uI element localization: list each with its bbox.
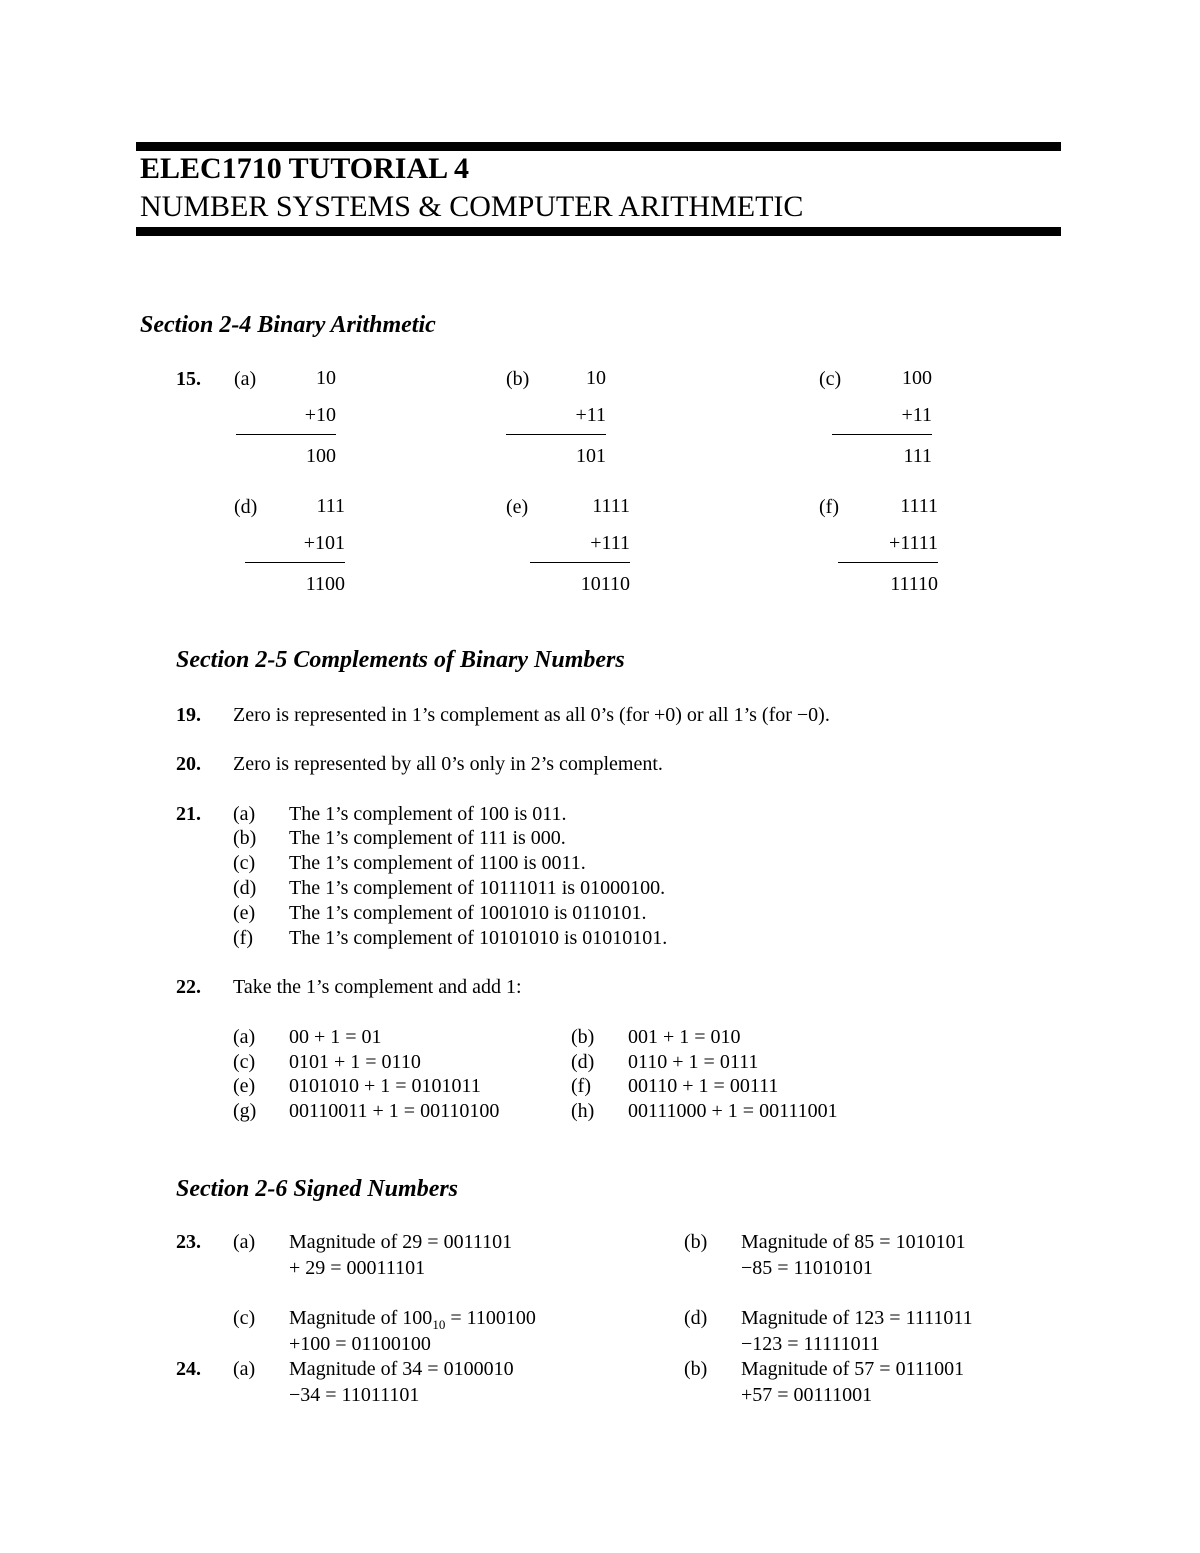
item-text: The 1’s complement of 1001010 is 0110101. bbox=[289, 902, 647, 924]
item-text: The 1’s complement of 100 is 011. bbox=[289, 803, 567, 825]
sum-top: 1111 bbox=[900, 495, 938, 517]
item-label: (g) bbox=[233, 1100, 257, 1122]
item-text: Magnitude of 123 = 1111011 bbox=[741, 1307, 973, 1329]
sum-result: 11110 bbox=[890, 573, 938, 595]
problem-number: 21. bbox=[176, 803, 201, 825]
item-text: 0101 + 1 = 0110 bbox=[289, 1051, 421, 1073]
item-label: (e) bbox=[233, 902, 256, 924]
sum-result: 10110 bbox=[580, 573, 630, 595]
problem-number: 20. bbox=[176, 753, 201, 775]
item-label: (a) bbox=[233, 1231, 256, 1253]
item-label: (b) bbox=[684, 1231, 708, 1253]
sum-top: 10 bbox=[586, 367, 606, 389]
item-text: 00 + 1 = 01 bbox=[289, 1026, 382, 1048]
sum-result: 100 bbox=[306, 445, 336, 467]
sum-addend: +11 bbox=[506, 397, 606, 435]
item-text bbox=[289, 1307, 536, 1333]
sum-label: (b) bbox=[506, 368, 530, 390]
text-part: = 1100100 bbox=[445, 1307, 536, 1329]
document-title: ELEC1710 TUTORIAL 4 bbox=[140, 152, 469, 185]
item-text: 0101010 + 1 = 0101011 bbox=[289, 1075, 481, 1097]
binary-sum-e bbox=[530, 488, 630, 603]
item-text: Magnitude of 34 = 0100010 bbox=[289, 1358, 514, 1380]
item-label: (b) bbox=[571, 1026, 595, 1048]
binary-sum-c bbox=[832, 360, 932, 475]
section-2-4-heading: Section 2-4 Binary Arithmetic bbox=[140, 312, 436, 338]
sum-addend: +11 bbox=[832, 397, 932, 435]
item-text: −34 = 11011101 bbox=[289, 1384, 420, 1406]
sum-top: 111 bbox=[316, 495, 345, 517]
item-label: (c) bbox=[233, 1051, 256, 1073]
item-label: (h) bbox=[571, 1100, 595, 1122]
item-text: The 1’s complement of 10101010 is 01010101. bbox=[289, 927, 668, 949]
item-label: (a) bbox=[233, 803, 256, 825]
sum-addend: +101 bbox=[245, 525, 345, 563]
sum-label: (f) bbox=[819, 496, 839, 518]
item-text: Magnitude of 57 = 0111001 bbox=[741, 1358, 965, 1380]
item-label: (c) bbox=[233, 852, 256, 874]
item-text: 0110 + 1 = 0111 bbox=[628, 1051, 759, 1073]
item-text: 00111000 + 1 = 00111001 bbox=[628, 1100, 838, 1122]
sum-label: (e) bbox=[506, 496, 529, 518]
item-text: 00110011 + 1 = 00110100 bbox=[289, 1100, 500, 1122]
sum-addend: +1111 bbox=[838, 525, 938, 563]
sum-top: 1111 bbox=[592, 495, 630, 517]
item-text: + 29 = 00011101 bbox=[289, 1257, 426, 1279]
item-text: +57 = 00111001 bbox=[741, 1384, 873, 1406]
item-label: (b) bbox=[684, 1358, 708, 1380]
binary-sum-d bbox=[245, 488, 345, 603]
sum-top: 10 bbox=[316, 367, 336, 389]
item-text: −123 = 11111011 bbox=[741, 1333, 880, 1355]
answer-text: Take the 1’s complement and add 1: bbox=[233, 976, 522, 998]
radix-subscript: 10 bbox=[432, 1317, 446, 1332]
text-part: Magnitude of 100 bbox=[289, 1307, 433, 1329]
sum-result: 111 bbox=[903, 445, 932, 467]
item-label: (d) bbox=[571, 1051, 595, 1073]
sum-result: 101 bbox=[576, 445, 606, 467]
problem-number: 24. bbox=[176, 1358, 201, 1380]
answer-text: Zero is represented in 1’s complement as all 0’s (for +0) or all 1’s (for −0). bbox=[233, 704, 830, 726]
item-text: 00110 + 1 = 00111 bbox=[628, 1075, 779, 1097]
section-2-5-heading: Section 2-5 Complements of Binary Numbers bbox=[176, 647, 625, 673]
problem-number: 15. bbox=[176, 368, 201, 390]
item-label: (f) bbox=[233, 927, 253, 949]
item-label: (c) bbox=[233, 1307, 256, 1329]
sum-addend: +10 bbox=[236, 397, 336, 435]
binary-sum-a bbox=[236, 360, 336, 475]
item-label: (a) bbox=[233, 1358, 256, 1380]
item-text: The 1’s complement of 1100 is 0011. bbox=[289, 852, 586, 874]
sum-label: (a) bbox=[234, 368, 257, 390]
item-label: (e) bbox=[233, 1075, 256, 1097]
problem-number: 23. bbox=[176, 1231, 201, 1253]
problem-number: 22. bbox=[176, 976, 201, 998]
item-text: +100 = 01100100 bbox=[289, 1333, 431, 1355]
item-text: Magnitude of 29 = 0011101 bbox=[289, 1231, 513, 1253]
header-bottom-rule bbox=[136, 227, 1061, 236]
sum-top: 100 bbox=[902, 367, 932, 389]
problem-number: 19. bbox=[176, 704, 201, 726]
item-text: Magnitude of 85 = 1010101 bbox=[741, 1231, 966, 1253]
item-text: The 1’s complement of 111 is 000. bbox=[289, 827, 566, 849]
document-subtitle: NUMBER SYSTEMS & COMPUTER ARITHMETIC bbox=[140, 190, 804, 223]
sum-result: 1100 bbox=[305, 573, 345, 595]
binary-sum-b bbox=[506, 360, 606, 475]
sum-label: (c) bbox=[819, 368, 842, 390]
section-2-6-heading: Section 2-6 Signed Numbers bbox=[176, 1176, 459, 1202]
item-label: (f) bbox=[571, 1075, 591, 1097]
sum-label: (d) bbox=[234, 496, 258, 518]
answer-text: Zero is represented by all 0’s only in 2’s complement. bbox=[233, 753, 663, 775]
header-top-rule bbox=[136, 142, 1061, 151]
binary-sum-f bbox=[838, 488, 938, 603]
item-text: −85 = 11010101 bbox=[741, 1257, 873, 1279]
item-label: (b) bbox=[233, 827, 257, 849]
item-text: The 1’s complement of 10111011 is 01000100. bbox=[289, 877, 666, 899]
item-label: (d) bbox=[684, 1307, 708, 1329]
sum-addend: +111 bbox=[530, 525, 630, 563]
item-label: (a) bbox=[233, 1026, 256, 1048]
item-label: (d) bbox=[233, 877, 257, 899]
item-text: 001 + 1 = 010 bbox=[628, 1026, 741, 1048]
